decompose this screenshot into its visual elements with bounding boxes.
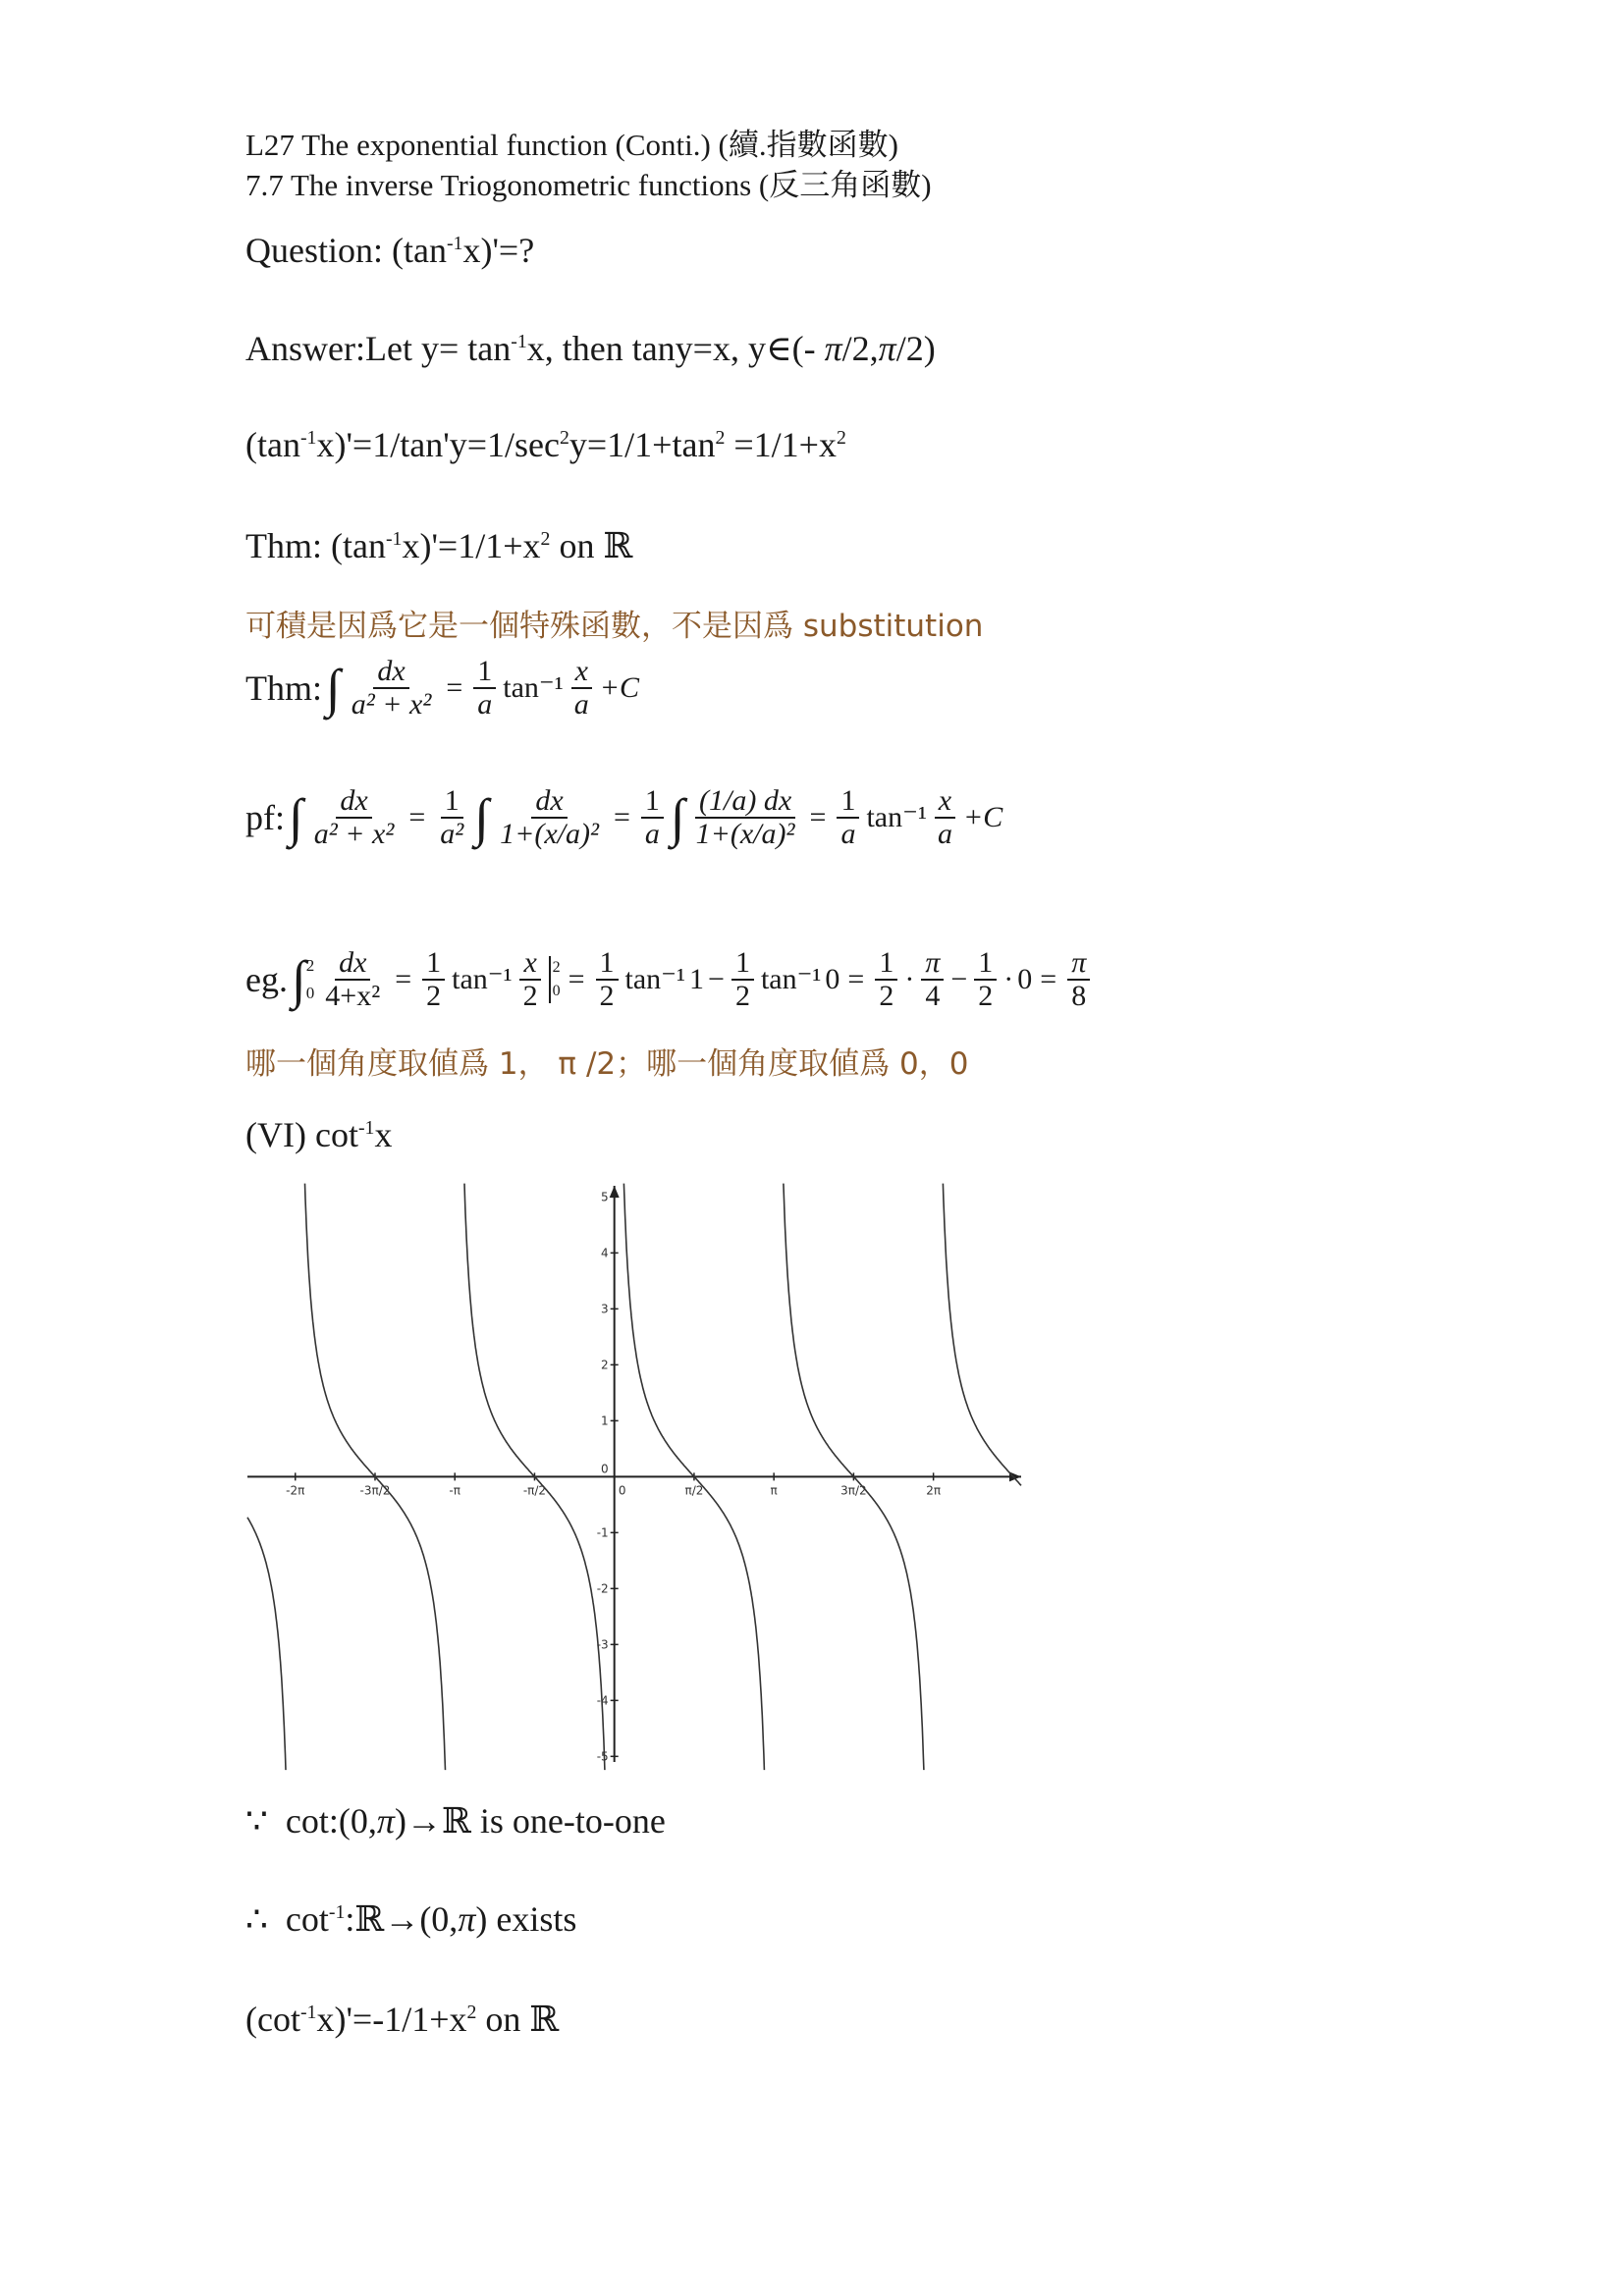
y-axis-arrow [610,1186,620,1198]
x-tick-label: π [770,1483,778,1498]
note-integrable: 可積是因爲它是一個特殊函數，不是因爲 substitution [245,609,984,644]
y-tick-label: 3 [601,1302,609,1316]
x-tick-label: 3π/2 [840,1483,867,1498]
x-axis-arrow [1009,1471,1021,1481]
y-tick-label: 2 [601,1358,609,1372]
derivation: $(\tan^{-1}x)'=1/\tan'y=1/\sec^2y=1/1+\tan^2 =1/1+x^2$ [245,425,846,464]
therefore-statement: ∴ $\cot^{-1}:ℝ\to(0,\pi)$ exists [245,1899,577,1940]
y-tick-label: -2 [596,1581,609,1596]
y-tick-label: 1 [601,1414,609,1428]
cot-branch [247,1518,286,1770]
section-heading: (VI) $\cot^{-1}x$ [245,1115,393,1154]
note-angle-values: 哪一個角度取値爲 1， π /2；哪一個角度取値爲 0，0 [245,1046,969,1082]
x-tick-label: -π [449,1483,460,1498]
y-tick-label: -3 [596,1637,609,1652]
question: Question: $(\tan^{-1}x)'=$? [245,231,535,270]
y-tick-label: -5 [596,1749,609,1764]
header-line-2: 7.7 The inverse Triogonometric functions (反三角函數) [245,168,932,202]
answer: Answer:Let $y= \tan^{-1}x$, then tany=x, y∈(- π/2,π/2) [245,329,936,368]
y-tick-label: 4 [601,1246,609,1260]
y-tick-label: -4 [596,1693,609,1708]
x-tick-label: 0 [618,1483,626,1498]
x-tick-label: -2π [286,1483,305,1498]
theorem-integral: Thm: ∫ $\frac{dx}{\text{a² + x²}}$ = $\frac{1}{a}$ tan⁻¹ $\frac{x}{a}$ +C [245,655,640,721]
y-tick-label: -1 [596,1525,609,1540]
header-line-1: L27 The exponential function (Conti.) (續.指數函數) [245,128,898,162]
y-tick-label: 5 [601,1190,609,1204]
proof: pf: ∫ $\frac{dx}{\text{a² + x²}}$ = $\frac{1}{\text{a²}}$ ∫ $\frac{dx}{\text{1+(x/a)²}}$ = $\frac{1}{a}$ ∫ $\frac{(1/a) dx}{\text{1+(x/a)²}}$ = $\frac{1}{a}$ tan⁻¹ $\frac{x}{a}$ +C [245,784,1003,850]
example: eg. ∫ 2 0 $\frac{dx}{\text{4+x²}}$ = $\frac{1}{2}$ tan⁻¹ $\frac{x}{2}$ 2 0 = $\frac{1}{2}$ tan⁻¹ 1 − $\frac{1}{2}$ tan⁻¹ 0 = $\frac{1}{2}$ · $\frac{\pi}{4}$ − $\frac{1}{2}$ · 0 = $\frac{\pi}{8}$ [245,947,1093,1011]
theorem-tan-inverse: Thm: $(\tan^{-1}x)'=1/1+x^2$ on ℝ [245,526,633,566]
y-tick-label: 0 [601,1462,609,1476]
x-tick-label: -3π/2 [359,1483,391,1498]
since-statement: ∵ cot:(0,π)→ℝ is one-to-one [245,1801,666,1842]
x-tick-label: 2π [926,1483,942,1498]
cot-inverse-derivative: $(\cot^{-1}x)'=-1/1+x^2$ on ℝ [245,2000,560,2040]
x-tick-label: -π/2 [522,1483,547,1498]
x-tick-label: π/2 [684,1483,704,1498]
cot-branch [943,1184,1021,1486]
